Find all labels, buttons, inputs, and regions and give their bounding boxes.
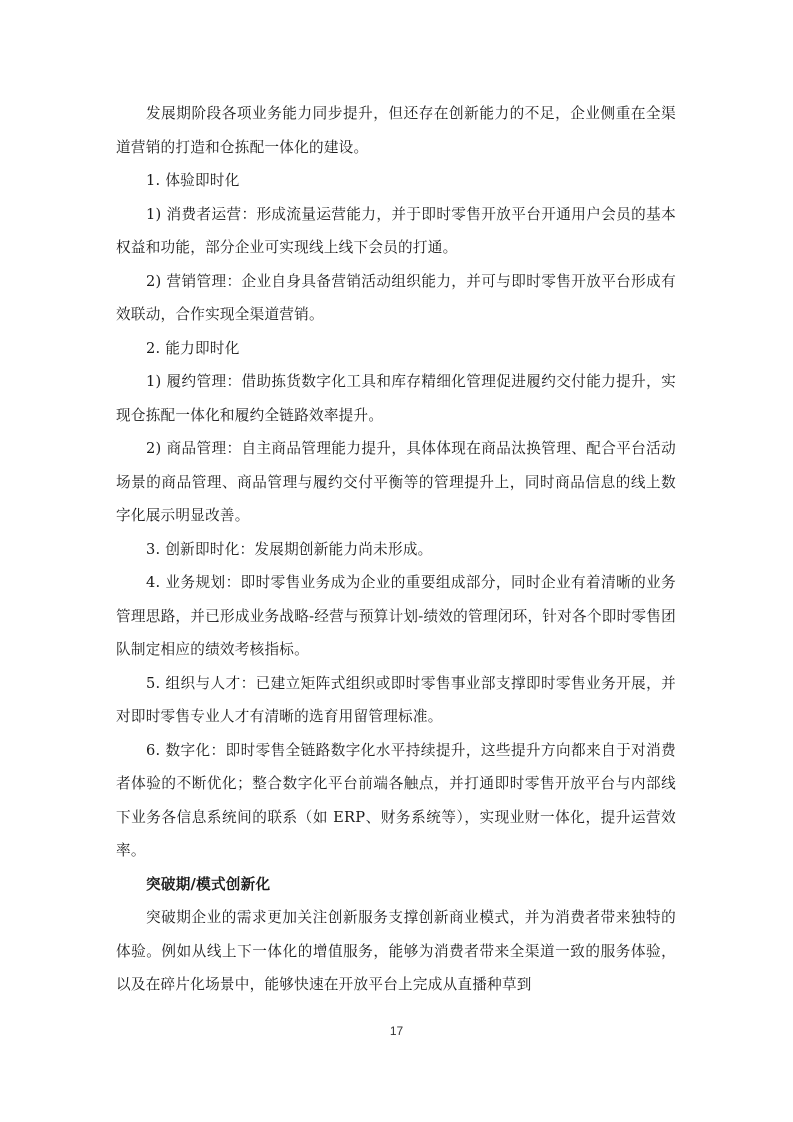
paragraph-innovation: 3. 创新即时化：发展期创新能力尚未形成。 (146, 540, 433, 558)
page-number: 17 (389, 1024, 404, 1038)
paragraph-digital: 6. 数字化：即时零售全链路数字化水平持续提升，这些提升方向都来自于对消费者体验的不断优化；整合数字化平台前端各触点，并打通即时零售开放平台与内部线下业务各信息系统间的联系（如 ERP、财务系统等），实现业财一体化，提升运营效率。 (116, 741, 676, 859)
heading-experience: 1. 体验即时化 (146, 172, 240, 189)
paragraph-consumer-ops: 1) 消费者运营：形成流量运营能力，并于即时零售开放平台开通用户会员的基本权益和功能，部分企业可实现线上线下会员的打通。 (116, 205, 676, 256)
paragraph-product-mgmt: 2) 商品管理：自主商品管理能力提升，具体体现在商品汰换管理、配合平台活动场景的商品管理、商品管理与履约交付平衡等的管理提升上，同时商品信息的线上数字化展示明显改善。 (116, 440, 676, 524)
heading-capability: 2. 能力即时化 (146, 339, 240, 357)
paragraph-intro: 发展期阶段各项业务能力同步提升，但还存在创新能力的不足，企业侧重在全渠道营销的打造和仓拣配一体化的建设。 (116, 105, 676, 156)
paragraph-marketing: 2) 营销管理：企业自身具备营销活动组织能力，并可与即时零售开放平台形成有效联动，合作实现全渠道营销。 (116, 272, 676, 323)
section-heading-breakthrough: 突破期/模式创新化 (146, 875, 271, 893)
paragraph-fulfillment: 1) 履约管理：借助拣货数字化工具和库存精细化管理促进履约交付能力提升，实现仓拣配一体化和履约全链路效率提升。 (116, 373, 676, 424)
paragraph-business-plan: 4. 业务规划：即时零售业务成为企业的重要组成部分，同时企业有着清晰的业务管理思路，并已形成业务战略-经营与预算计划-绩效的管理闭环，针对各个即时零售团队制定相应的绩效考核指标。 (116, 574, 676, 658)
paragraph-breakthrough: 突破期企业的需求更加关注创新服务支撑创新商业模式，并为消费者带来独特的体验。例如从线上下一体化的增值服务，能够为消费者带来全渠道一致的服务体验，以及在碎片化场景中，能够快速在开放平台上完成从直播种草到 (116, 909, 676, 993)
body-text (116, 97, 676, 1002)
paragraph-org-talent: 5. 组织与人才：已建立矩阵式组织或即时零售事业部支撑即时零售业务开展，并对即时零售专业人才有清晰的选育用留管理标准。 (116, 674, 676, 725)
